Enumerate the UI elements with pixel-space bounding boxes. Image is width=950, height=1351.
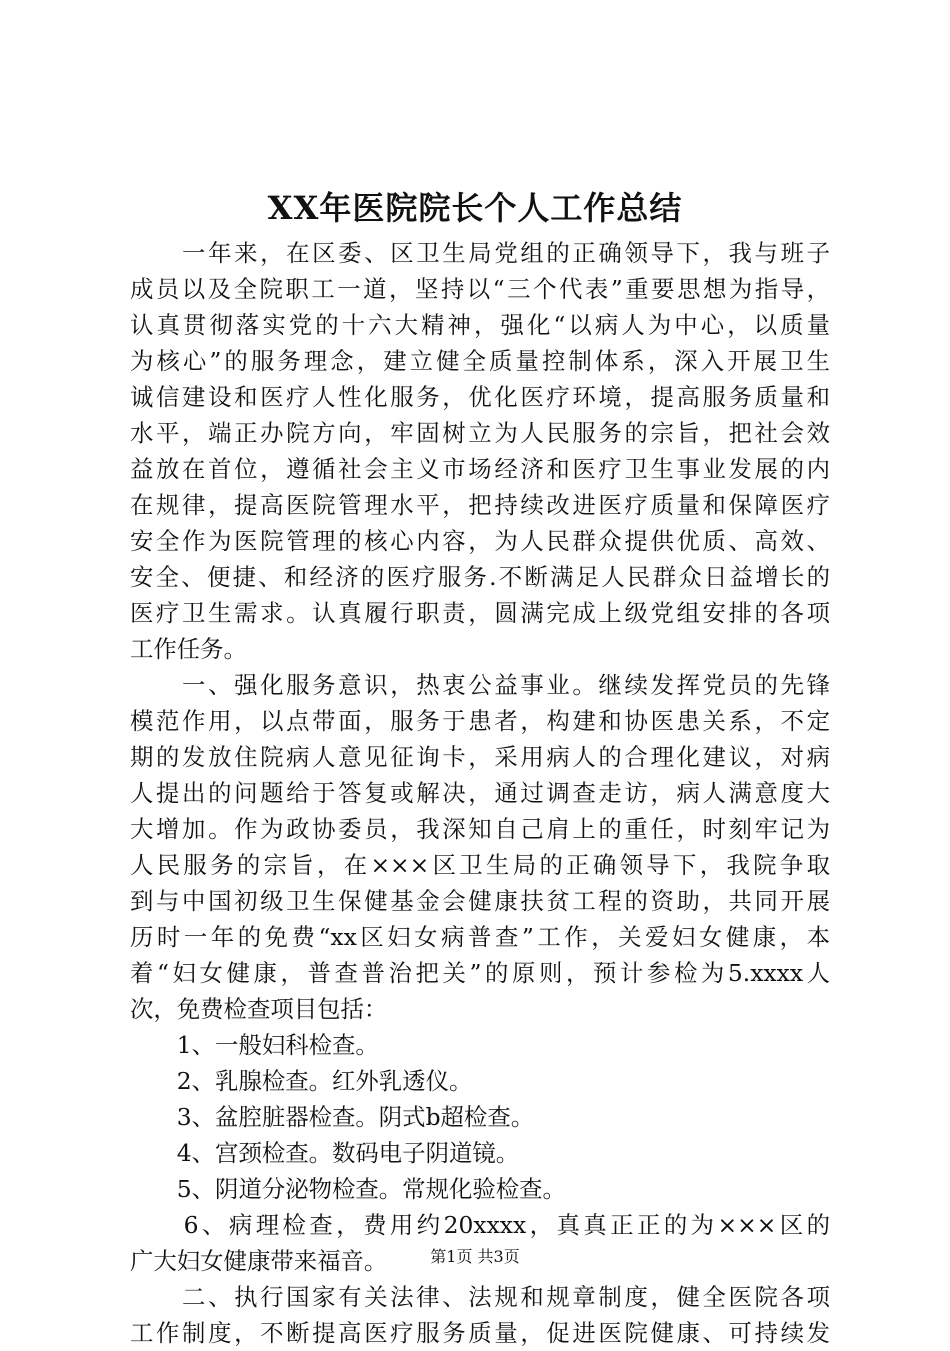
body-line: 水平，端正办院方向，牢固树立为人民服务的宗旨，把社会效 <box>130 419 830 447</box>
body-line: 一年来，在区委、区卫生局党组的正确领导下，我与班子 <box>130 239 830 267</box>
body-line: 工作任务。 <box>130 635 247 663</box>
page-footer: 第1页 共3页 <box>430 1247 520 1266</box>
body-line: 广大妇女健康带来福音。 <box>130 1247 388 1275</box>
body-line: 6、病理检查，费用约20xxxx，真真正正的为×××区的 <box>130 1211 830 1239</box>
body-line: 在规律，提高医院管理水平，把持续改进医疗质量和保障医疗 <box>130 491 830 519</box>
body-line: 4、宫颈检查。数码电子阴道镜。 <box>130 1139 520 1167</box>
body-line: 认真贯彻落实党的十六大精神，强化“以病人为中心，以质量 <box>130 311 830 339</box>
body-line: 到与中国初级卫生保健基金会健康扶贫工程的资助，共同开展 <box>130 887 830 915</box>
body-line: 人提出的问题给于答复或解决，通过调查走访，病人满意度大 <box>130 779 830 807</box>
body-line: 益放在首位，遵循社会主义市场经济和医疗卫生事业发展的内 <box>130 455 830 483</box>
body-line: 3、盆腔脏器检查。阴式b超检查。 <box>130 1103 535 1131</box>
body-line: 次，免费检查项目包括： <box>130 995 388 1023</box>
document-title: XX年医院院长个人工作总结 <box>267 189 683 227</box>
document-body <box>130 235 830 1351</box>
body-line: 历时一年的免费“xx区妇女病普查”工作，关爱妇女健康，本 <box>130 923 830 951</box>
body-line: 5、阴道分泌物检查。常规化验检查。 <box>130 1175 566 1203</box>
body-line: 为核心”的服务理念，建立健全质量控制体系，深入开展卫生 <box>130 347 830 375</box>
body-line: 着“妇女健康，普查普治把关”的原则，预计参检为5.xxxx人 <box>130 959 830 987</box>
body-line: 2、乳腺检查。红外乳透仪。 <box>130 1067 473 1095</box>
body-line: 大增加。作为政协委员，我深知自己肩上的重任，时刻牢记为 <box>130 815 830 843</box>
body-line: 工作制度，不断提高医疗服务质量，促进医院健康、可持续发 <box>130 1319 830 1347</box>
body-line: 期的发放住院病人意见征询卡，采用病人的合理化建议，对病 <box>130 743 830 771</box>
body-line: 安全、便捷、和经济的医疗服务.不断满足人民群众日益增长的 <box>130 563 830 591</box>
body-line: 一、强化服务意识，热衷公益事业。继续发挥党员的先锋 <box>130 671 830 699</box>
body-line: 人民服务的宗旨，在×××区卫生局的正确领导下，我院争取 <box>130 851 830 879</box>
body-line: 医疗卫生需求。认真履行职责，圆满完成上级党组安排的各项 <box>130 599 830 627</box>
body-line: 模范作用，以点带面，服务于患者，构建和协医患关系，不定 <box>130 707 830 735</box>
body-line: 成员以及全院职工一道，坚持以“三个代表”重要思想为指导， <box>130 275 830 303</box>
body-line: 1、一般妇科检查。 <box>130 1031 379 1059</box>
body-line: 安全作为医院管理的核心内容，为人民群众提供优质、高效、 <box>130 527 830 555</box>
body-line: 二、执行国家有关法律、法规和规章制度，健全医院各项 <box>130 1283 830 1311</box>
body-line: 诚信建设和医疗人性化服务，优化医疗环境，提高服务质量和 <box>130 383 830 411</box>
